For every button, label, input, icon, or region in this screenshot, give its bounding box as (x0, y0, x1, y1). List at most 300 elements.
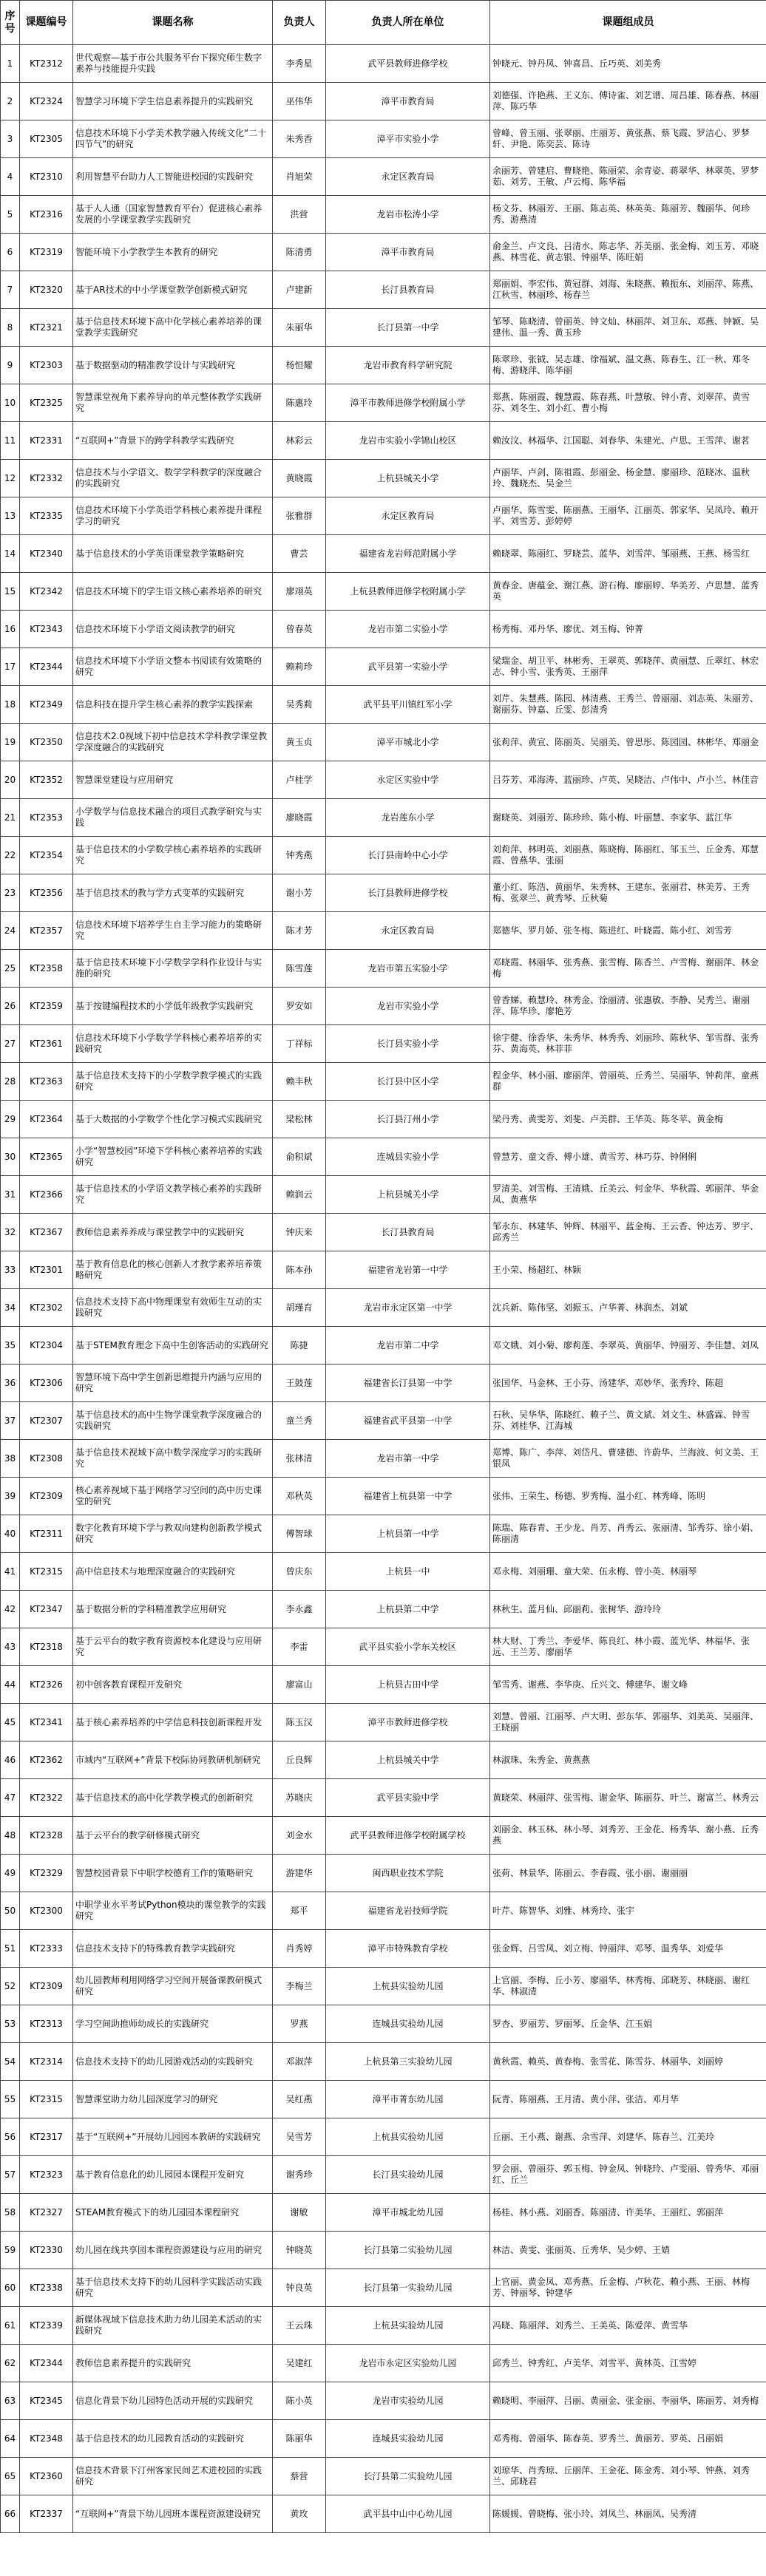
row-unit: 上杭县城关小学 (326, 1176, 490, 1214)
row-leader: 赖润云 (273, 1176, 326, 1214)
row-title: 智能环境下小学教学生本教育的研究 (73, 234, 273, 271)
row-title: 基于“互联网+”开展幼儿园园本教研的实践研究 (73, 2118, 273, 2156)
row-title: 幼儿园在线共享园本课程资源建设与应用的研究 (73, 2232, 273, 2269)
row-title: 基于AR技术的中小学课堂教学创新模式研究 (73, 271, 273, 309)
row-code: KT2357 (20, 912, 73, 950)
row-leader: 陈小英 (273, 2382, 326, 2420)
row-members: 黄秋霞、赖英、黄春梅、张雪花、陈雪芬、林丽华、刘丽婷 (490, 2043, 766, 2081)
row-code: KT2301 (20, 1251, 73, 1289)
row-unit: 龙岩市永定区实验幼儿园 (326, 2345, 490, 2382)
row-unit: 上杭县第三实验幼儿园 (326, 2043, 490, 2081)
table-row (1, 912, 766, 950)
row-unit: 漳平市教育局 (326, 234, 490, 271)
row-unit: 武平县实验小学东关校区 (326, 1628, 490, 1666)
row-leader: 卢建新 (273, 271, 326, 309)
row-leader: 吴建红 (273, 2345, 326, 2382)
row-code: KT2345 (20, 2382, 73, 2420)
table-row (1, 1741, 766, 1779)
row-title: 信息技术2.0视域下初中信息技术学科教学课堂教学深度融合的实践研究 (73, 724, 273, 761)
table-row (1, 648, 766, 686)
row-code: KT2324 (20, 83, 73, 120)
row-seq: 16 (1, 611, 20, 648)
row-unit: 福建省龙岩第一中学 (326, 1251, 490, 1289)
table-row (1, 724, 766, 761)
row-title: 教师信息素养提升的实践研究 (73, 2345, 273, 2382)
row-leader: 李雷 (273, 1628, 326, 1666)
row-members: 郑丽娟、李宏伟、黄冠群、刘海、朱晓燕、赖振东、刘丽萍、陈燕、江秋雪、林丽珍、杨春兰 (490, 271, 766, 309)
row-seq: 59 (1, 2232, 20, 2269)
row-title: 信息技术环境下小学语文整本书阅读有效策略的研究 (73, 648, 273, 686)
row-title: 信息技术环境下的学生语文核心素养培养的研究 (73, 573, 273, 611)
table-row (1, 1440, 766, 1478)
row-code: KT2341 (20, 1704, 73, 1741)
row-leader: 陈惠玲 (273, 384, 326, 422)
row-leader: 俞积斌 (273, 1138, 326, 1176)
row-seq: 5 (1, 196, 20, 234)
table-row (1, 1289, 766, 1327)
row-code: KT2358 (20, 950, 73, 988)
table-row (1, 2269, 766, 2307)
table-row (1, 1704, 766, 1741)
row-code: KT2347 (20, 1591, 73, 1628)
row-unit: 上杭县教师进修学校附属小学 (326, 573, 490, 611)
row-title: 信息技术环境下小学数学学科核心素养培养的实践研究 (73, 1025, 273, 1063)
row-code: KT2315 (20, 1553, 73, 1591)
table-row (1, 1214, 766, 1251)
row-leader: 黄玫 (273, 2495, 326, 2533)
row-code: KT2366 (20, 1176, 73, 1214)
table-row (1, 2307, 766, 2345)
row-code: KT2340 (20, 535, 73, 573)
table-row (1, 1101, 766, 1138)
row-code: KT2362 (20, 1741, 73, 1779)
table-row (1, 1779, 766, 1817)
table-row (1, 1365, 766, 1402)
row-leader: 谢敏 (273, 2194, 326, 2232)
row-seq: 13 (1, 497, 20, 535)
row-unit: 漳平市菁东幼儿园 (326, 2081, 490, 2118)
row-title: 基于信息技术环境下小学数学学科作业设计与实施的研究 (73, 950, 273, 988)
row-members: 俞金兰、卢文良、吕清水、陈志华、苏美丽、张金梅、刘玉芳、邓晓燕、林雪花、黄志银、钟丽华、陈旺娟 (490, 234, 766, 271)
row-unit: 上杭县古田中学 (326, 1666, 490, 1704)
row-title: 基于信息技术支持下的幼儿园科学实践活动实践研究 (73, 2269, 273, 2307)
row-unit: 永定区教育局 (326, 912, 490, 950)
table-row (1, 271, 766, 309)
row-leader: 王云珠 (273, 2307, 326, 2345)
row-unit: 龙岩市第一中学 (326, 1440, 490, 1478)
row-unit: 漳平市教师进修学校附属小学 (326, 384, 490, 422)
table-row (1, 1817, 766, 1855)
row-code: KT2367 (20, 1214, 73, 1251)
row-code: KT2323 (20, 2156, 73, 2194)
row-members: 吕芬芳、邓海涛、蓝丽珍、卢英、吴晓洁、卢伟中、卢小兰、林佳音 (490, 761, 766, 799)
row-seq: 24 (1, 912, 20, 950)
row-members: 罗清美、刘雪梅、王清娥、丘美云、何金华、华秋霞、郭丽萍、华金凤、黄燕华 (490, 1176, 766, 1214)
row-seq: 51 (1, 1930, 20, 1968)
row-code: KT2307 (20, 1402, 73, 1440)
row-seq: 3 (1, 120, 20, 158)
row-code: KT2300 (20, 1892, 73, 1930)
row-title: 基于信息技术视域下高中数学深度学习的实践研究 (73, 1440, 273, 1478)
row-title: 幼儿园教师利用网络学习空间开展备课教研模式研究 (73, 1968, 273, 2005)
row-leader: 李梅兰 (273, 1968, 326, 2005)
row-members: 刘慧、曾丽、江丽琴、卢大明、彭东华、郭丽华、刘美英、吴丽萍、王晓丽 (490, 1704, 766, 1741)
table-row (1, 1553, 766, 1591)
row-unit: 龙岩市教育科学研究院 (326, 347, 490, 384)
row-leader: 曾庆东 (273, 1553, 326, 1591)
row-leader: 钟庆来 (273, 1214, 326, 1251)
row-title: 信息技术支持下的特殊教育教学实践研究 (73, 1930, 273, 1968)
row-unit: 长汀县中区小学 (326, 1063, 490, 1101)
row-unit: 福建省武平县第一中学 (326, 1402, 490, 1440)
row-code: KT2328 (20, 1817, 73, 1855)
row-members: 上官丽、黄金凤、邓秀燕、丘金梅、卢秋花、赖小燕、王丽、林梅芳、钟丽琴、钟建华 (490, 2269, 766, 2307)
row-unit: 龙岩市松涛小学 (326, 196, 490, 234)
row-seq: 2 (1, 83, 20, 120)
row-unit: 连城县实验幼儿园 (326, 2420, 490, 2458)
row-members: 黄晓荣、林丽萍、张雪梅、谢金华、陈丽芬、叶兰、谢富兰、林秀云 (490, 1779, 766, 1817)
table-row (1, 1930, 766, 1968)
table-row (1, 2345, 766, 2382)
table-row (1, 158, 766, 196)
row-seq: 48 (1, 1817, 20, 1855)
table-row (1, 2420, 766, 2458)
row-seq: 43 (1, 1628, 20, 1666)
row-unit: 上杭县第二中学 (326, 1591, 490, 1628)
row-code: KT2310 (20, 158, 73, 196)
row-title: 智慧学习环境下学生信息素养提升的实践研究 (73, 83, 273, 120)
row-members: 冯晓、陈丽萍、刘秀兰、王美英、陈爱萍、黄雪华 (490, 2307, 766, 2345)
row-leader: 陈才芳 (273, 912, 326, 950)
row-title: 中职学业水平考试Python模块的课堂教学的实践研究 (73, 1892, 273, 1930)
row-members: 刘莉萍、林明英、刘丽燕、陈晓梅、陈丽红、邹玉兰、丘金秀、郑慧霞、曾燕华、张丽 (490, 837, 766, 874)
row-unit: 长汀县教育局 (326, 271, 490, 309)
row-code: KT2326 (20, 1666, 73, 1704)
row-leader: 童兰秀 (273, 1402, 326, 1440)
row-unit: 龙岩市实验小学锦山校区 (326, 422, 490, 460)
row-code: KT2344 (20, 2345, 73, 2382)
table-row (1, 988, 766, 1025)
row-leader: 巫伟华 (273, 83, 326, 120)
header-unit: 负责人所在单位 (326, 1, 490, 45)
row-leader: 黄玉贞 (273, 724, 326, 761)
row-title: 核心素养视域下基于网络学习空间的高中历史课堂的研究 (73, 1478, 273, 1515)
row-title: 基于STEM教育理念下高中生创客活动的实践研究 (73, 1327, 273, 1365)
table-row (1, 573, 766, 611)
row-leader: 李秀星 (273, 45, 326, 83)
table-row (1, 2156, 766, 2194)
table-row (1, 2232, 766, 2269)
row-code: KT2360 (20, 2458, 73, 2495)
row-members: 董小红、陈浩、黄丽华、朱秀林、王建东、张丽君、林美芳、王秀梅、张翠兰、黄秀琴、丘秋菊 (490, 874, 766, 912)
row-unit: 龙岩市实验小学 (326, 988, 490, 1025)
row-leader: 胡瑾育 (273, 1289, 326, 1327)
row-unit: 永定区实验中学 (326, 761, 490, 799)
table-row (1, 874, 766, 912)
row-title: 智慧校园背景下中职学校德育工作的策略研究 (73, 1855, 273, 1892)
row-unit: 永定区教育局 (326, 158, 490, 196)
row-leader: 邓秋英 (273, 1478, 326, 1515)
row-unit: 漳平市城北幼儿园 (326, 2194, 490, 2232)
row-leader: 黄晓霞 (273, 460, 326, 497)
row-unit: 长汀县南岭中心小学 (326, 837, 490, 874)
row-title: 基于信息技术的小学英语课堂教学策略研究 (73, 535, 273, 573)
row-title: 信息技术背景下汀州客家民间艺术进校园的实践研究 (73, 2458, 273, 2495)
header-title: 课题名称 (73, 1, 273, 45)
row-leader: 杨恒耀 (273, 347, 326, 384)
header-seq: 序号 (1, 1, 20, 45)
row-title: 信息科技在提升学生核心素养的教学实践探索 (73, 686, 273, 724)
row-unit: 长汀县第一中学 (326, 309, 490, 347)
row-leader: 谢秀珍 (273, 2156, 326, 2194)
row-leader: 林彩云 (273, 422, 326, 460)
row-leader: 吴秀莉 (273, 686, 326, 724)
row-unit: 漳平市实验小学 (326, 120, 490, 158)
row-code: KT2308 (20, 1440, 73, 1478)
row-seq: 38 (1, 1440, 20, 1478)
table-row (1, 422, 766, 460)
row-members: 张金辉、吕雪凤、刘立梅、钟丽萍、邓琴、温秀华、刘爱华 (490, 1930, 766, 1968)
row-seq: 60 (1, 2269, 20, 2307)
row-seq: 64 (1, 2420, 20, 2458)
row-seq: 29 (1, 1101, 20, 1138)
row-seq: 42 (1, 1591, 20, 1628)
table-row (1, 611, 766, 648)
row-code: KT2359 (20, 988, 73, 1025)
table-row (1, 2194, 766, 2232)
row-code: KT2321 (20, 309, 73, 347)
row-leader: 肖秀婷 (273, 1930, 326, 1968)
table-row (1, 1628, 766, 1666)
row-leader: 曾春英 (273, 611, 326, 648)
table-row (1, 950, 766, 988)
row-code: KT2302 (20, 1289, 73, 1327)
row-unit: 龙岩市永定区第一中学 (326, 1289, 490, 1327)
row-members: 上官丽、李梅、丘小芳、廖丽华、林秀梅、邱晓芳、林晓丽、谢红华、林淑清 (490, 1968, 766, 2005)
row-title: 基于信息技术的高中生物学课堂教学深度融合的实践研究 (73, 1402, 273, 1440)
row-seq: 35 (1, 1327, 20, 1365)
table-row (1, 2382, 766, 2420)
row-title: 小学“智慧校园”环境下学科核心素养培养的实践研究 (73, 1138, 273, 1176)
row-unit: 龙岩市第五实验小学 (326, 950, 490, 988)
row-seq: 26 (1, 988, 20, 1025)
row-seq: 10 (1, 384, 20, 422)
row-leader: 游建华 (273, 1855, 326, 1892)
table-row (1, 2081, 766, 2118)
row-members: 余丽芳、曾建启、曹晓艳、陈丽荣、余青姿、蒋翠华、林翠英、罗梦茹、刘芳、王敏、卢云梅、陈华福 (490, 158, 766, 196)
row-leader: 陈雪莲 (273, 950, 326, 988)
row-members: 刘芹、朱慧燕、陈园、林清燕、王秀兰、曾丽丽、刘志英、朱丽芳、谢丽芬、钟嘉、丘雯、彭清秀 (490, 686, 766, 724)
row-members: 邓晓霞、林丽华、张秀燕、张雪梅、陈香兰、卢雪梅、谢丽萍、林金梅 (490, 950, 766, 988)
row-unit: 武平县教师进修学校 (326, 45, 490, 83)
row-title: 基于信息技术的幼儿园教育活动的实践研究 (73, 2420, 273, 2458)
row-title: 信息技术支持下的幼儿园游戏活动的实践研究 (73, 2043, 273, 2081)
row-code: KT2356 (20, 874, 73, 912)
row-unit: 长汀县第一实验幼儿园 (326, 2269, 490, 2307)
row-seq: 11 (1, 422, 20, 460)
row-unit: 漳平市城北小学 (326, 724, 490, 761)
row-code: KT2339 (20, 2307, 73, 2345)
row-title: 信息技术环境下小学语文阅读教学的研究 (73, 611, 273, 648)
row-unit: 永定区教育局 (326, 497, 490, 535)
table-row (1, 45, 766, 83)
row-leader: 罗安如 (273, 988, 326, 1025)
table-row (1, 1968, 766, 2005)
table-row (1, 1478, 766, 1515)
row-seq: 12 (1, 460, 20, 497)
row-leader: 陈丽华 (273, 2420, 326, 2458)
row-title: 基于核心素养培养的中学信息科技创新课程开发 (73, 1704, 273, 1741)
table-row (1, 686, 766, 724)
row-leader: 张林清 (273, 1440, 326, 1478)
row-unit: 福建省龙岩师范附属小学 (326, 535, 490, 573)
row-leader: 廖翊英 (273, 573, 326, 611)
row-members: 曾峰、曾玉丽、张翠丽、庄丽芳、黄张燕、蔡飞霞、罗洁心、罗梦轩、尹艳、陈奕芸、陈诗 (490, 120, 766, 158)
table-row (1, 2043, 766, 2081)
row-code: KT2342 (20, 573, 73, 611)
row-seq: 58 (1, 2194, 20, 2232)
row-members: 刘德强、许艳燕、王义东、傅诗雀、刘艺谱、周昌雄、陈春燕、林丽萍、陈巧华 (490, 83, 766, 120)
row-unit: 上杭县实验幼儿园 (326, 2118, 490, 2156)
row-unit: 上杭县第一中学 (326, 1515, 490, 1553)
table-row (1, 120, 766, 158)
row-unit: 龙岩市第二实验小学 (326, 611, 490, 648)
row-code: KT2317 (20, 2118, 73, 2156)
row-code: KT2327 (20, 2194, 73, 2232)
row-unit: 漳平市教育局 (326, 83, 490, 120)
row-seq: 9 (1, 347, 20, 384)
row-members: 陈翠珍、张钺、吴志雄、徐福斌、温文燕、陈春生、江一秋、郑冬梅、游晓萍、陈华丽 (490, 347, 766, 384)
row-code: KT2303 (20, 347, 73, 384)
row-title: 信息化背景下幼儿园特色活动开展的实践研究 (73, 2382, 273, 2420)
row-seq: 17 (1, 648, 20, 686)
row-code: KT2314 (20, 2043, 73, 2081)
row-title: 基于人人通（国家智慧教育平台）促进核心素养发展的小学课堂教学实践研究 (73, 196, 273, 234)
row-seq: 54 (1, 2043, 20, 2081)
row-seq: 1 (1, 45, 20, 83)
row-members: 沈兵新、陈伟坚、刘振玉、卢华菁、林润杰、刘斌 (490, 1289, 766, 1327)
row-seq: 45 (1, 1704, 20, 1741)
table-row (1, 1591, 766, 1628)
row-leader: 赖丰秋 (273, 1063, 326, 1101)
row-leader: 刘金水 (273, 1817, 326, 1855)
row-code: KT2332 (20, 460, 73, 497)
row-leader: 李永鑫 (273, 1591, 326, 1628)
row-members: 林洁、黄雯、张丽英、丘秀华、吴少婷、王婧 (490, 2232, 766, 2269)
table-row (1, 1515, 766, 1553)
table-row (1, 2495, 766, 2533)
row-seq: 63 (1, 2382, 20, 2420)
table-row (1, 761, 766, 799)
header-members: 课题组成员 (490, 1, 766, 45)
row-unit: 长汀县第二实验幼儿园 (326, 2232, 490, 2269)
header-code: 课题编号 (20, 1, 73, 45)
row-title: STEAM教育模式下的幼儿园园本课程研究 (73, 2194, 273, 2232)
row-code: KT2313 (20, 2005, 73, 2043)
row-members: 阮青、陈丽燕、王月清、黄小萍、张洁、邓月华 (490, 2081, 766, 2118)
row-members: 张莉萍、黄宣、陈丽英、吴丽美、曾思彤、陈园园、林彬华、郑丽金 (490, 724, 766, 761)
row-title: 世代观察—基于市公共服务平台下探究师生数字素养与技能提升实践 (73, 45, 273, 83)
row-code: KT2364 (20, 1101, 73, 1138)
row-title: 基于云平台的数字教育资源校本化建设与应用研究 (73, 1628, 273, 1666)
row-leader: 吴红燕 (273, 2081, 326, 2118)
row-title: 基于教育信息化的核心创新人才教学素养培养策略研究 (73, 1251, 273, 1289)
row-members: 杨桂、林小燕、刘丽香、陈丽清、许美华、王丽红、郭丽萍 (490, 2194, 766, 2232)
row-members: 曾慧芳、童文香、傅小雄、黄雪芳、林巧芬、钟俐俐 (490, 1138, 766, 1176)
row-title: 智慧环境下高中学生创新思维提升内涵与应用的研究 (73, 1365, 273, 1402)
row-code: KT2350 (20, 724, 73, 761)
table-row (1, 1402, 766, 1440)
row-unit: 福建省上杭县第一中学 (326, 1478, 490, 1515)
table-row (1, 309, 766, 347)
header-leader: 负责人 (273, 1, 326, 45)
row-title: 智慧课堂助力幼儿园深度学习的研究 (73, 2081, 273, 2118)
row-seq: 33 (1, 1251, 20, 1289)
table-row (1, 460, 766, 497)
table-row (1, 799, 766, 837)
row-members: 赖晓翠、陈丽红、罗晓芸、蓝华、刘雪萍、邹丽燕、王燕、杨雪红 (490, 535, 766, 573)
row-seq: 21 (1, 799, 20, 837)
row-unit: 上杭县实验幼儿园 (326, 2307, 490, 2345)
row-title: 基于信息技术的高中化学教学模式的创新研究 (73, 1779, 273, 1817)
row-seq: 14 (1, 535, 20, 573)
row-title: 信息技术与小学语文、数学学科教学的深度融合的实践研究 (73, 460, 273, 497)
row-code: KT2329 (20, 1855, 73, 1892)
row-seq: 30 (1, 1138, 20, 1176)
row-title: 学习空间助推师幼成长的实践研究 (73, 2005, 273, 2043)
row-code: KT2309 (20, 1968, 73, 2005)
row-members: 林秋生、蓝月仙、邱丽莉、张树华、游玲玲 (490, 1591, 766, 1628)
row-unit: 武平县平川镇红军小学 (326, 686, 490, 724)
row-members: 钟晓元、钟丹凤、钟喜昌、丘巧英、刘美秀 (490, 45, 766, 83)
table-row (1, 1892, 766, 1930)
row-leader: 卢桂学 (273, 761, 326, 799)
table-body (1, 45, 766, 2533)
row-unit: 武平县第一实验小学 (326, 648, 490, 686)
row-leader: 钟晓英 (273, 2232, 326, 2269)
row-title: 信息技术支持下高中物理课堂有效师生互动的实践研究 (73, 1289, 273, 1327)
row-unit: 龙岩市实验幼儿园 (326, 2382, 490, 2420)
row-unit: 上杭县一中 (326, 1553, 490, 1591)
table-row (1, 2458, 766, 2495)
row-members: 陈媛媛、曾晓梅、张小玲、刘凤兰、林丽凤、吴秀清 (490, 2495, 766, 2533)
row-code: KT2354 (20, 837, 73, 874)
table-row (1, 1251, 766, 1289)
row-title: 基于信息技术环境下高中化学核心素养培养的课堂教学实践研究 (73, 309, 273, 347)
row-seq: 53 (1, 2005, 20, 2043)
table-row (1, 1176, 766, 1214)
table-row (1, 234, 766, 271)
row-leader: 曹芸 (273, 535, 326, 573)
row-seq: 15 (1, 573, 20, 611)
row-members: 张国华、马金林、王小芬、汤建华、邓妙华、张秀玲、陈超 (490, 1365, 766, 1402)
row-unit: 上杭县城关小学 (326, 460, 490, 497)
row-seq: 31 (1, 1176, 20, 1214)
row-code: KT2315 (20, 2081, 73, 2118)
row-title: 新媒体视域下信息技术助力幼儿园美术活动的实践研究 (73, 2307, 273, 2345)
row-members: 卢丽华、陈雪雯、陈丽燕、王丽华、江丽英、郭家华、吴凤玲、赖开平、刘雪芳、彭婷婷 (490, 497, 766, 535)
row-members: 谢晓英、刘丽芳、陈珍珍、陈小梅、叶丽慧、李家华、蓝江华 (490, 799, 766, 837)
row-code: KT2319 (20, 234, 73, 271)
row-seq: 20 (1, 761, 20, 799)
row-seq: 4 (1, 158, 20, 196)
row-title: 教师信息素养养成与课堂教学中的实践研究 (73, 1214, 273, 1251)
row-unit: 上杭县实验幼儿园 (326, 1968, 490, 2005)
row-seq: 27 (1, 1025, 20, 1063)
row-seq: 36 (1, 1365, 20, 1402)
row-leader: 丁祥标 (273, 1025, 326, 1063)
row-title: 智慧课堂建设与应用研究 (73, 761, 273, 799)
